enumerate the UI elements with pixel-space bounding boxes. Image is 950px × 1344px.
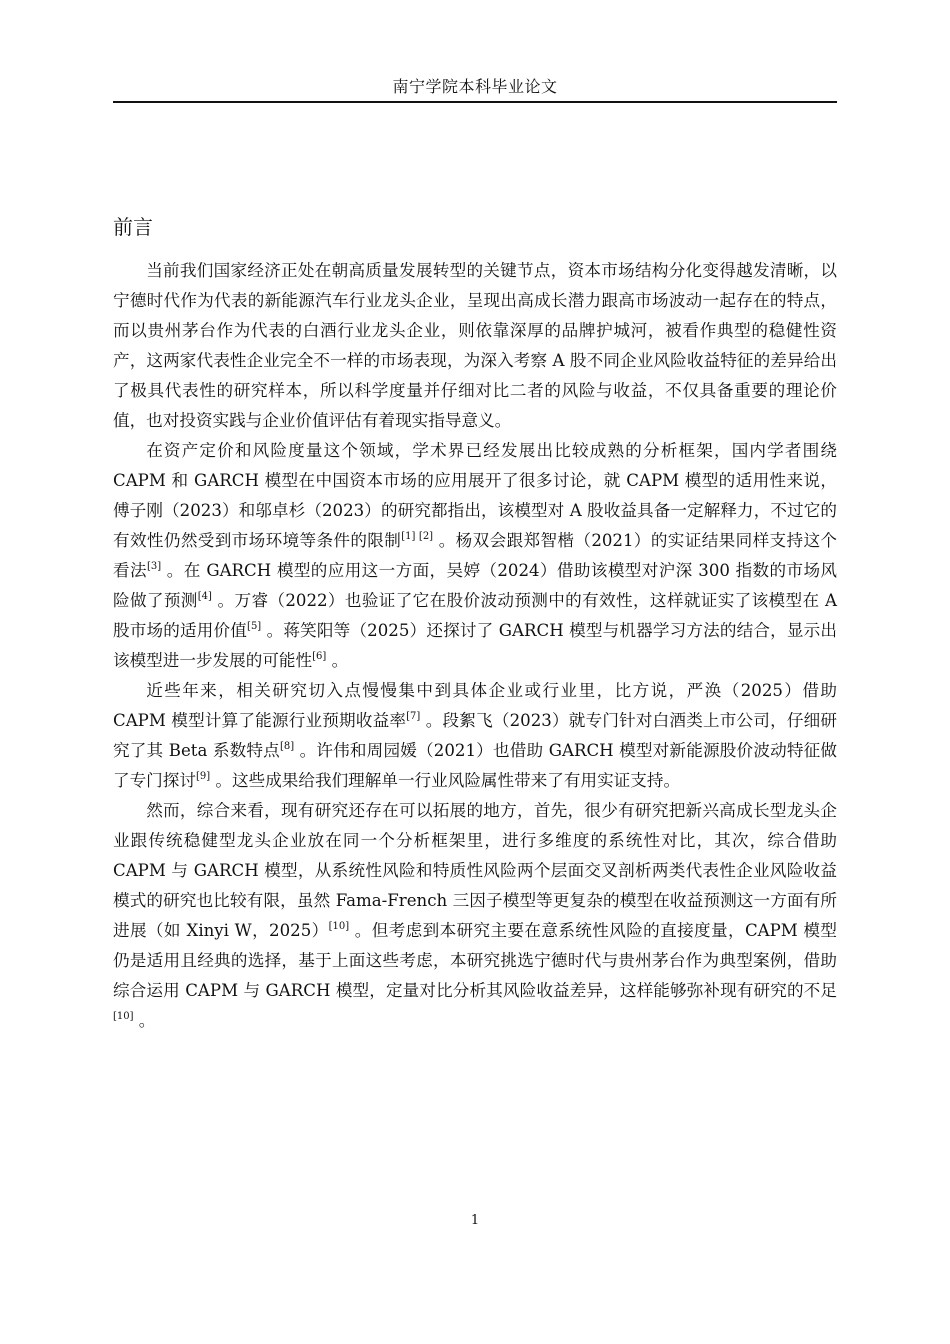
citation-marker: [1] [2] bbox=[401, 531, 434, 542]
paragraph bbox=[113, 796, 837, 1036]
citation-marker: [8] bbox=[279, 741, 295, 752]
paragraph-text: 。杨双会跟郑智楷（2021）的实证结果同样支持这个看法 bbox=[113, 531, 837, 580]
paragraph-text: 然而，综合来看，现有研究还存在可以拓展的地方，首先，很少有研究把新兴高成长型龙头企业跟传统稳健型龙头企业放在同一个分析框架里，进行多维度的系统性对比，其次，综合借助 CAPM 与 GARCH 模型，从系统性风险和特质性风险两个层面交叉剖析两类代表性企业风险收益模式的研究也比较有限，虽然 Fama-French 三因子模型等更复杂的模型在收益预测这一方面有所进展（如 Xinyi W，2025） bbox=[113, 801, 837, 940]
paragraph-text: 。许伟和周园媛（2021）也借助 GARCH 模型对新能源股价波动特征做了专门探讨 bbox=[113, 741, 838, 790]
section-title: 前言 bbox=[113, 215, 153, 239]
citation-marker: [4] bbox=[197, 591, 212, 602]
paragraph bbox=[113, 676, 837, 796]
paragraph-text: 当前我们国家经济正处在朝高质量发展转型的关键节点，资本市场结构分化变得越发清晰，以宁德时代作为代表的新能源汽车行业龙头企业，呈现出高成长潜力跟高市场波动一起存在的特点，而以贵州茅台作为代表的白酒行业龙头企业，则依靠深厚的品牌护城河，被看作典型的稳健性资产，这两家代表性企业完全不一样的市场表现，为深入考察 A 股不同企业风险收益特征的差异给出了极具代表性的研究样本，所以科学度量并仔细对比二者的风险与收益，不仅具备重要的理论价值，也对投资实践与企业价值评估有着现实指导意义。 bbox=[113, 261, 837, 430]
citation-marker: [10] bbox=[113, 1011, 134, 1022]
citation-marker: [9] bbox=[195, 771, 211, 782]
paragraph-text: 。在 GARCH 模型的应用这一方面，吴婷（2024）借助该模型对沪深 300 指数的市场风险做了预测 bbox=[113, 561, 837, 610]
page-number: 1 bbox=[470, 1213, 480, 1228]
paragraph-text: 。蒋笑阳等（2025）还探讨了 GARCH 模型与机器学习方法的结合，显示出该模型进一步发展的可能性 bbox=[113, 621, 838, 670]
citation-marker: [6] bbox=[312, 651, 327, 662]
citation-marker: [3] bbox=[146, 561, 162, 572]
paragraph bbox=[113, 256, 837, 436]
citation-marker: [7] bbox=[406, 711, 421, 722]
paragraph-text: 。 bbox=[326, 651, 349, 670]
paragraph-text: 。这些成果给我们理解单一行业风险属性带来了有用实证支持。 bbox=[210, 771, 681, 790]
paragraph-text: 。但考虑到本研究主要在意系统性风险的直接度量，CAPM 模型仍是适用且经典的选择，基于上面这些考虑，本研究挑选宁德时代与贵州茅台作为典型案例，借助综合运用 CAPM 与 GARCH 模型，定量对比分析其风险收益差异，这样能够弥补现有研究的不足 bbox=[113, 921, 837, 1000]
paragraph-text: 。段絮飞（2023）就专门针对白酒类上市公司，仔细研究了其 Beta 系数特点 bbox=[113, 711, 837, 760]
citation-marker: [5] bbox=[247, 621, 262, 632]
paragraph bbox=[113, 436, 837, 676]
running-header: 南宁学院本科毕业论文 bbox=[392, 77, 558, 96]
paragraph-text: 。万睿（2022）也验证了它在股价波动预测中的有效性，这样就证实了该模型在 A 股市场的适用价值 bbox=[113, 591, 838, 640]
citation-marker: [10] bbox=[328, 921, 350, 932]
paragraph-text: 。 bbox=[133, 1011, 156, 1030]
header-divider bbox=[113, 101, 837, 103]
paragraph-text: 在资产定价和风险度量这个领域，学术界已经发展出比较成熟的分析框架，国内学者围绕 CAPM 和 GARCH 模型在中国资本市场的应用展开了很多讨论，就 CAPM 模型的适用性来说，傅子刚（2023）和邬卓杉（2023）的研究都指出，该模型对 A 股收益具备一定解释力，不过它的有效性仍然受到市场环境等条件的限制 bbox=[113, 441, 837, 550]
body-text bbox=[113, 256, 837, 1036]
paragraph-text: 近些年来，相关研究切入点慢慢集中到具体企业或行业里，比方说，严涣（2025）借助 CAPM 模型计算了能源行业预期收益率 bbox=[113, 681, 837, 730]
